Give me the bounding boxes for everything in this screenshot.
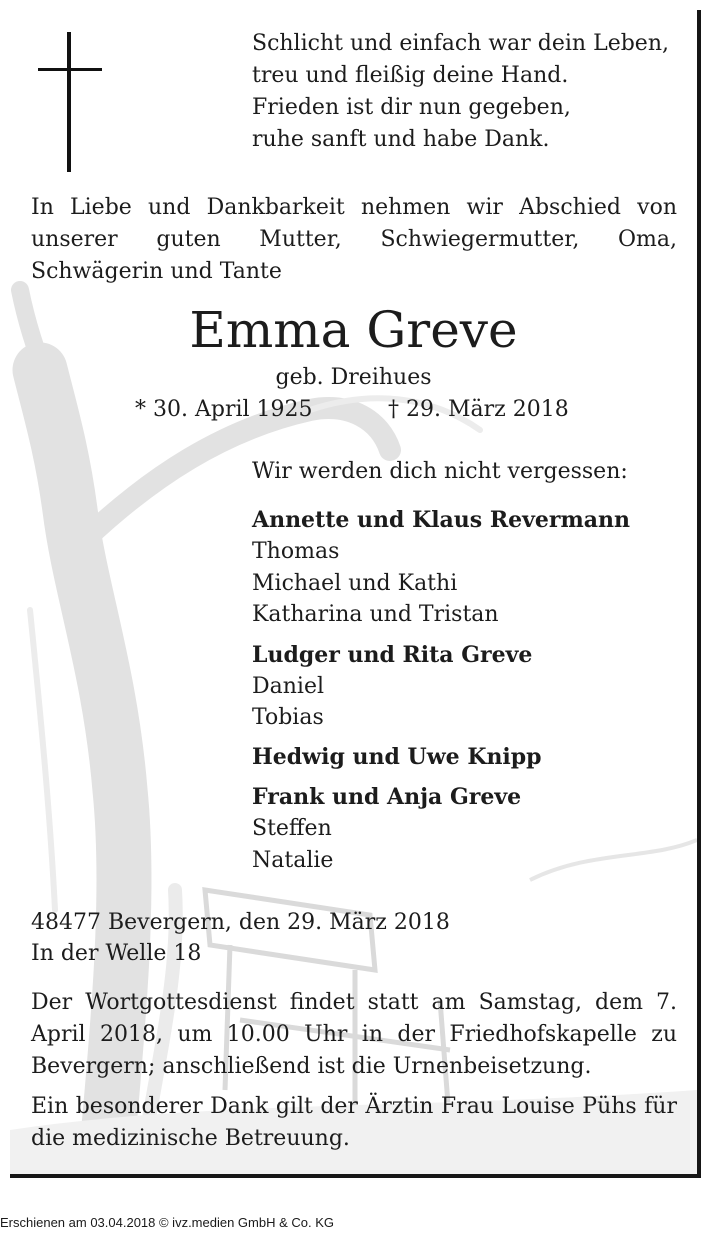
family-head: Annette und Klaus Revermann [252, 507, 631, 533]
cross-icon [38, 32, 102, 172]
birth-date: * 30. April 1925 [135, 397, 313, 422]
family-member: Michael und Kathi [252, 571, 458, 596]
poem [252, 28, 669, 156]
family-member: Steffen [252, 816, 332, 841]
address: In der Welle 18 [31, 941, 202, 966]
thanks-text: Ein besonderer Dank gilt der Ärztin Frau Louise Pühs für die medizinische Betreuung. [31, 1094, 677, 1151]
family-head: Hedwig und Uwe Knipp [252, 744, 542, 770]
family-member: Katharina und Tristan [252, 602, 499, 627]
intro-text: In Liebe und Dankbarkeit nehmen wir Abschied von unserer guten Mutter, Schwiegermutter, Oma, Schwägerin und Tante [31, 195, 677, 284]
family-member: Thomas [252, 539, 340, 564]
deceased-name: Emma Greve [189, 301, 518, 359]
family-member: Natalie [252, 848, 334, 873]
publication-footer: Erschienen am 03.04.2018 © ivz.medien GmbH & Co. KG [0, 1215, 335, 1230]
death-date: † 29. März 2018 [388, 397, 569, 422]
family-member: Tobias [252, 705, 324, 730]
service-info: Der Wortgottesdienst findet statt am Samstag, dem 7. April 2018, um 10.00 Uhr in der Friedhofskapelle zu Bevergern; anschließend ist die Urnenbeisetzung. [31, 990, 677, 1079]
poem-line: treu und fleißig deine Hand. [252, 63, 569, 88]
birth-name: geb. Dreihues [275, 365, 432, 390]
place-date: 48477 Bevergern, den 29. März 2018 [31, 910, 450, 935]
family-member: Daniel [252, 674, 325, 699]
family-head: Frank und Anja Greve [252, 784, 522, 810]
remembrance-text: Wir werden dich nicht vergessen: [252, 459, 628, 484]
poem-line: Frieden ist dir nun gegeben, [252, 95, 571, 120]
obituary-notice [10, 10, 701, 1178]
family-head: Ludger und Rita Greve [252, 642, 533, 668]
poem-line: Schlicht und einfach war dein Leben, [252, 31, 669, 56]
poem-line: ruhe sanft und habe Dank. [252, 127, 550, 152]
